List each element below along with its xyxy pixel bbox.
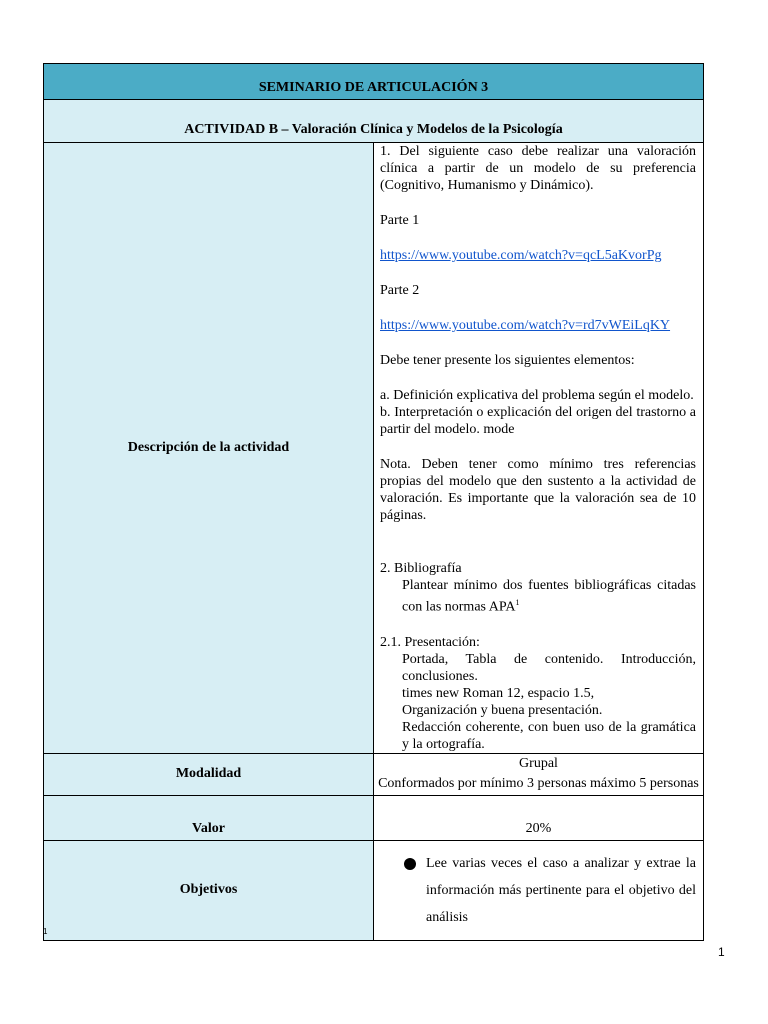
valuation-note: Nota. Deben tener como mínimo tres referencias propias del modelo que den sustento a la actividad de valoración. Es importante que la valoración sea de 10 páginas. [380, 457, 696, 523]
objetivo-text: Lee varias veces el caso a analizar y extrae la información más pertinente para el objetivo del análisis [426, 855, 696, 925]
objetivos-row [44, 840, 704, 940]
presentation-item: Organización y buena presentación. [402, 702, 603, 718]
description-label: Descripción de la actividad [44, 143, 374, 754]
element-a: a. Definición explicativa del problema según el modelo. [380, 388, 694, 403]
bullet-icon [404, 858, 416, 870]
description-intro: 1. Del siguiente caso debe realizar una valoración clínica a partir de un modelo de su preferencia (Cognitivo, Humanismo y Dinámico). [380, 144, 696, 193]
objetivo-item [404, 850, 696, 931]
bibliography-title: 2. Bibliografía [380, 561, 462, 576]
presentation-item: times new Roman 12, espacio 1.5, [402, 685, 595, 701]
valor-label: Valor [44, 795, 374, 840]
presentation-title: 2.1. Presentación: [380, 634, 480, 650]
valor-value: 20% [374, 795, 704, 840]
presentation-item: Redacción coherente, con buen uso de la gramática y la ortografía. [402, 719, 696, 752]
document-subtitle: ACTIVIDAD B – Valoración Clínica y Modelos de la Psicología [184, 122, 563, 137]
part2-video-link[interactable]: https://www.youtube.com/watch?v=rd7vWEiLqKY [380, 318, 671, 333]
valor-row [44, 795, 704, 840]
description-content [374, 143, 704, 754]
modalidad-group-size: Conformados por mínimo 3 personas máximo 5 personas [378, 776, 699, 792]
modalidad-row [44, 753, 704, 795]
objetivos-content [374, 840, 704, 940]
footnote-marker: 1 [43, 927, 48, 936]
title-row [44, 64, 704, 100]
modalidad-type: Grupal [519, 756, 558, 772]
presentation-item: Portada, Tabla de contenido. Introducción, conclusiones. [402, 651, 696, 684]
description-row [44, 143, 704, 754]
subtitle-row [44, 100, 704, 143]
document-title: SEMINARIO DE ARTICULACIÓN 3 [258, 80, 489, 95]
subtitle-cell [44, 100, 704, 143]
part2-label: Parte 2 [380, 283, 420, 298]
title-cell [44, 64, 704, 100]
footnote-reference: 1 [515, 598, 520, 607]
activity-table [43, 63, 704, 941]
element-b: b. Interpretación o explicación del origen del trastorno a partir del modelo. mode [380, 405, 696, 437]
page-number: 1 [718, 945, 725, 959]
activity-document [43, 63, 704, 941]
modalidad-content [374, 753, 704, 795]
bibliography-text: Plantear mínimo dos fuentes bibliográficas citadas con las normas APA [402, 578, 696, 615]
objetivos-label: Objetivos [44, 840, 374, 940]
part1-label: Parte 1 [380, 213, 420, 228]
bibliography-text-block [380, 577, 696, 616]
part1-video-link[interactable]: https://www.youtube.com/watch?v=qcL5aKvorPg [380, 248, 662, 263]
modalidad-label: Modalidad [44, 753, 374, 795]
elements-intro: Debe tener presente los siguientes elementos: [380, 353, 635, 368]
